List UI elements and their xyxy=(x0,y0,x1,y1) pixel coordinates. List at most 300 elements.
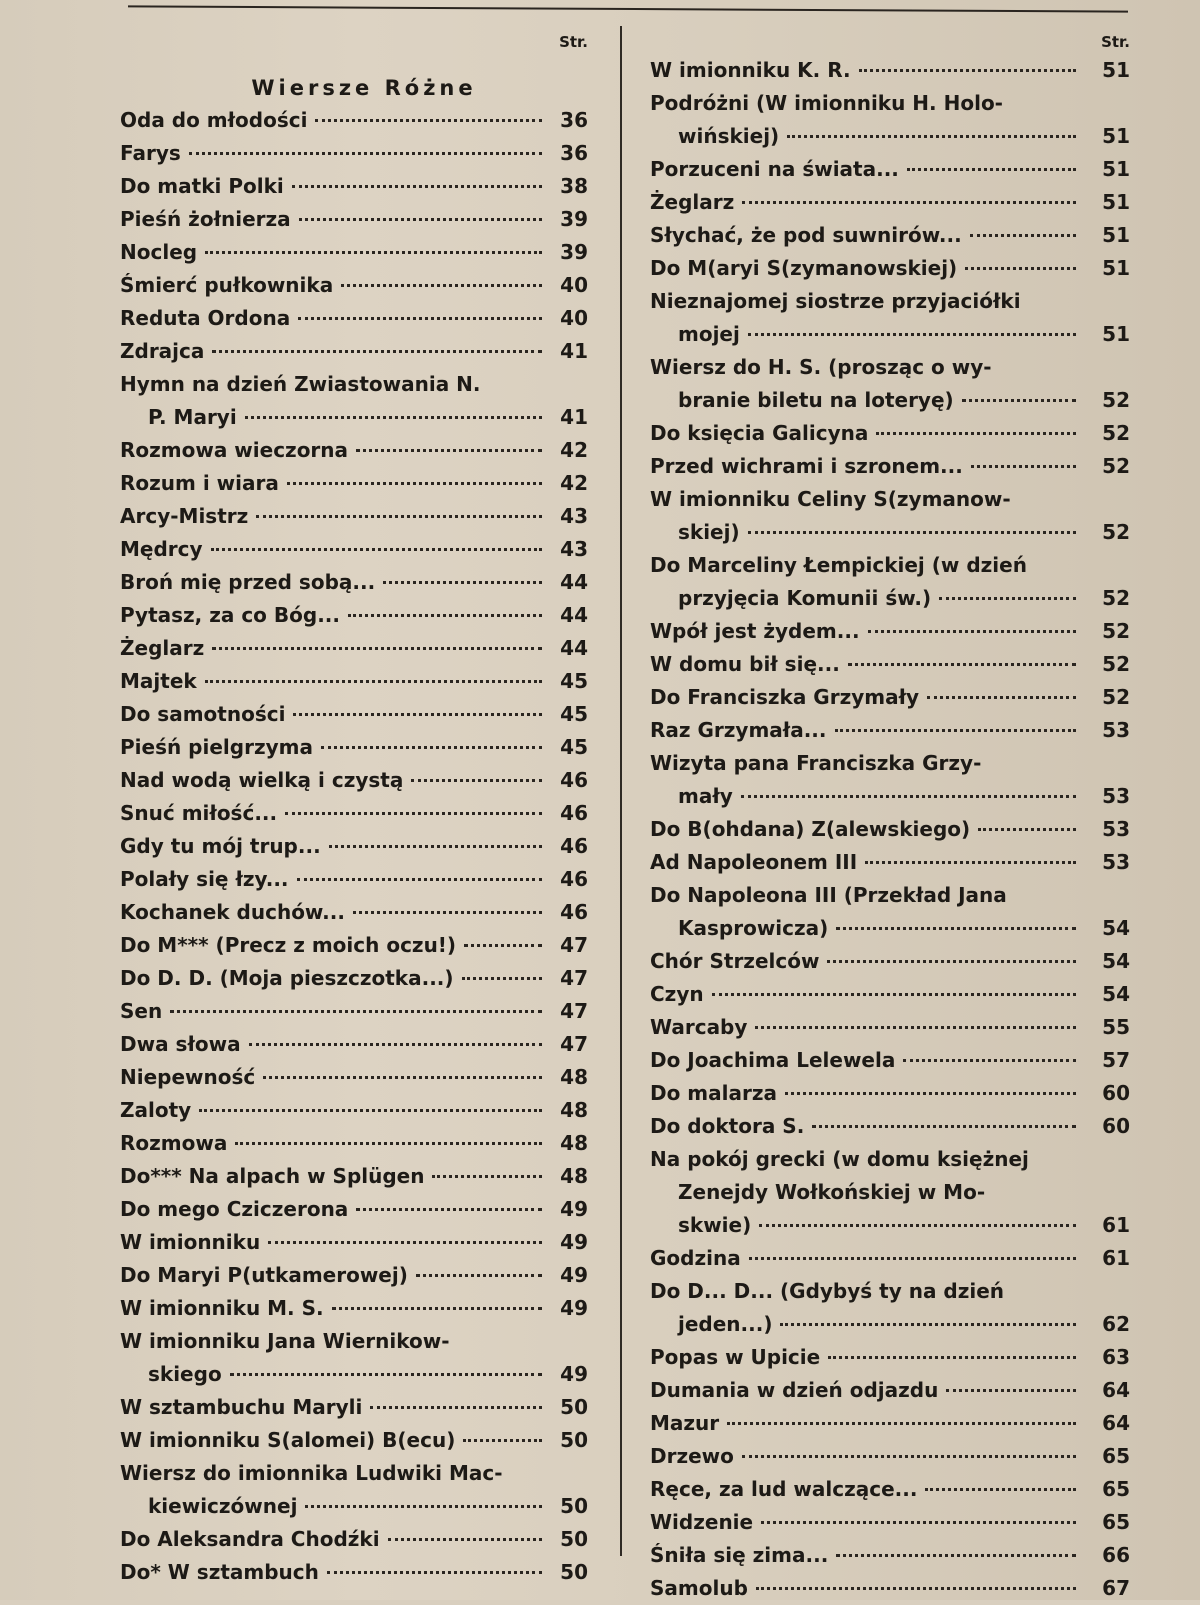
dot-leader xyxy=(341,284,542,287)
entry-page-number: 44 xyxy=(560,570,588,594)
toc-entry xyxy=(80,1094,588,1127)
toc-entry-line xyxy=(650,252,1130,285)
entry-title: Arcy-Mistrz xyxy=(120,504,249,528)
entry-title: Do M*** (Precz z moich oczu!) xyxy=(120,933,457,957)
toc-entry-line xyxy=(650,978,1130,1011)
toc-entry xyxy=(628,978,1130,1011)
toc-entry xyxy=(80,1391,588,1424)
entry-page-number: 60 xyxy=(1102,1081,1130,1105)
entry-title: Do Marceliny Łempickiej (w dzień xyxy=(650,553,1027,577)
dot-leader xyxy=(249,1043,542,1046)
toc-entry xyxy=(628,1242,1130,1275)
toc-entry xyxy=(628,186,1130,219)
dot-leader xyxy=(293,713,542,716)
entry-title: Śmierć pułkownika xyxy=(120,273,334,297)
dot-leader xyxy=(927,696,1076,699)
entry-title: Zaloty xyxy=(120,1098,192,1122)
entry-page-number: 52 xyxy=(1102,652,1130,676)
entry-page-number: 40 xyxy=(560,306,588,330)
toc-entry-line xyxy=(120,1028,588,1061)
entry-page-number: 47 xyxy=(560,999,588,1023)
toc-entry xyxy=(80,434,588,467)
entry-page-number: 53 xyxy=(1102,850,1130,874)
entry-page-number: 62 xyxy=(1102,1312,1130,1336)
dot-leader xyxy=(742,201,1076,204)
toc-entry xyxy=(628,252,1130,285)
entry-title: kiewiczównej xyxy=(148,1494,298,1518)
entry-page-number: 39 xyxy=(560,240,588,264)
dot-leader xyxy=(907,168,1076,171)
entry-title: Zenejdy Wołkońskiej w Mo- xyxy=(678,1180,986,1204)
entry-title: Chór Strzelców xyxy=(650,949,820,973)
dot-leader xyxy=(463,1439,542,1442)
entry-page-number: 47 xyxy=(560,966,588,990)
entry-title: P. Maryi xyxy=(148,405,237,429)
toc-entry-line xyxy=(120,335,588,368)
toc-entry xyxy=(628,615,1130,648)
toc-entry-line xyxy=(120,1325,588,1358)
entry-page-number: 49 xyxy=(560,1230,588,1254)
toc-entry xyxy=(80,203,588,236)
dot-leader xyxy=(749,1257,1076,1260)
entry-page-number: 49 xyxy=(560,1362,588,1386)
entry-title: Do doktora S. xyxy=(650,1114,805,1138)
entry-title: Żeglarz xyxy=(650,190,735,214)
dot-leader xyxy=(353,911,542,914)
dot-leader xyxy=(268,1241,542,1244)
toc-entry-line xyxy=(120,797,588,830)
entry-title: Farys xyxy=(120,141,181,165)
entry-page-number: 47 xyxy=(560,933,588,957)
entry-title: Majtek xyxy=(120,669,197,693)
toc-entry xyxy=(80,269,588,302)
toc-entry xyxy=(80,533,588,566)
dot-leader xyxy=(411,779,542,782)
dot-leader xyxy=(748,333,1076,336)
dot-leader xyxy=(332,1307,542,1310)
dot-leader xyxy=(741,795,1076,798)
toc-entry xyxy=(80,929,588,962)
dot-leader xyxy=(868,630,1076,633)
entry-title: Nieznajomej siostrze przyjaciółki xyxy=(650,289,1021,313)
toc-entry-line xyxy=(650,285,1130,318)
entry-page-number: 48 xyxy=(560,1098,588,1122)
entry-page-number: 50 xyxy=(560,1428,588,1452)
entry-title: Słychać, że pod suwnirów... xyxy=(650,223,962,247)
entry-page-number: 49 xyxy=(560,1296,588,1320)
toc-entry xyxy=(80,302,588,335)
entry-page-number: 40 xyxy=(560,273,588,297)
toc-entry-line xyxy=(120,929,588,962)
toc-entry-line xyxy=(120,269,588,302)
entry-page-number: 38 xyxy=(560,174,588,198)
entry-page-number: 52 xyxy=(1102,685,1130,709)
entry-page-number: 63 xyxy=(1102,1345,1130,1369)
entry-title: skwie) xyxy=(678,1213,752,1237)
entry-title: Żeglarz xyxy=(120,636,205,660)
entry-title: Do*** Na alpach w Splügen xyxy=(120,1164,425,1188)
dot-leader xyxy=(299,218,542,221)
toc-entry-line xyxy=(650,1044,1130,1077)
entry-page-number: 64 xyxy=(1102,1411,1130,1435)
entry-page-number: 52 xyxy=(1102,520,1130,544)
toc-entry xyxy=(628,945,1130,978)
entry-title: skiego xyxy=(148,1362,222,1386)
entry-page-number: 46 xyxy=(560,768,588,792)
dot-leader xyxy=(263,1076,542,1079)
dot-leader xyxy=(189,152,542,155)
entry-title: Popas w Upicie xyxy=(650,1345,821,1369)
toc-entry-line xyxy=(120,170,588,203)
top-rule xyxy=(128,5,1128,12)
dot-leader xyxy=(748,531,1076,534)
dot-leader xyxy=(978,828,1076,831)
entry-page-number: 45 xyxy=(560,669,588,693)
entry-title: W imionniku Celiny S(zymanow- xyxy=(650,487,1011,511)
entry-page-number: 64 xyxy=(1102,1378,1130,1402)
toc-entry xyxy=(80,1226,588,1259)
dot-leader xyxy=(298,317,542,320)
toc-entry xyxy=(628,153,1130,186)
entry-title: Do B(ohdana) Z(alewskiego) xyxy=(650,817,971,841)
toc-entry xyxy=(80,764,588,797)
toc-entry xyxy=(628,417,1130,450)
toc-entry xyxy=(80,1160,588,1193)
entry-page-number: 53 xyxy=(1102,817,1130,841)
entry-page-number: 48 xyxy=(560,1131,588,1155)
entry-page-number: 47 xyxy=(560,1032,588,1056)
entry-page-number: 49 xyxy=(560,1197,588,1221)
toc-entry-line xyxy=(120,1490,588,1523)
entry-title: przyjęcia Komunii św.) xyxy=(678,586,932,610)
entry-page-number: 45 xyxy=(560,702,588,726)
toc-entry xyxy=(628,54,1130,87)
page-number-header: Str. xyxy=(1101,33,1130,51)
dot-leader xyxy=(835,729,1076,732)
toc-entry-line xyxy=(650,1176,1130,1209)
toc-entry-line xyxy=(650,120,1130,153)
entry-page-number: 44 xyxy=(560,636,588,660)
dot-leader xyxy=(212,350,542,353)
dot-leader xyxy=(865,861,1076,864)
toc-entry xyxy=(80,335,588,368)
entry-title: Do matki Polki xyxy=(120,174,284,198)
toc-entry xyxy=(80,368,588,434)
dot-leader xyxy=(315,119,542,122)
entry-page-number: 50 xyxy=(560,1494,588,1518)
entry-title: Wiersz do imionnika Ludwiki Mac- xyxy=(120,1461,503,1485)
toc-entry-line xyxy=(120,731,588,764)
entry-title: Nad wodą wielką i czystą xyxy=(120,768,404,792)
entry-title: W imionniku K. R. xyxy=(650,58,851,82)
entry-title: Wizyta pana Franciszka Grzy- xyxy=(650,751,982,775)
entry-title: Do D. D. (Moja pieszczotka...) xyxy=(120,966,454,990)
entry-title: skiej) xyxy=(678,520,740,544)
entry-title: Reduta Ordona xyxy=(120,306,291,330)
dot-leader xyxy=(939,597,1076,600)
entry-title: Pieśń pielgrzyma xyxy=(120,735,313,759)
dot-leader xyxy=(727,1422,1076,1425)
entry-title: Snuć miłość... xyxy=(120,801,278,825)
dot-leader xyxy=(205,680,542,683)
entry-title: W imionniku M. S. xyxy=(120,1296,324,1320)
toc-entry xyxy=(628,285,1130,351)
toc-entry xyxy=(628,1341,1130,1374)
toc-entry-line xyxy=(650,846,1130,879)
entry-title: Oda do młodości xyxy=(120,108,308,132)
entry-title: W imionniku Jana Wiernikow- xyxy=(120,1329,450,1353)
entry-page-number: 61 xyxy=(1102,1246,1130,1270)
entry-title: Przed wichrami i szronem... xyxy=(650,454,963,478)
entry-title: Do M(aryi S(zymanowskiej) xyxy=(650,256,958,280)
dot-leader xyxy=(356,449,542,452)
toc-entry xyxy=(628,1077,1130,1110)
entry-title: Zdrajca xyxy=(120,339,205,363)
entry-page-number: 54 xyxy=(1102,982,1130,1006)
toc-entry-line xyxy=(120,863,588,896)
entry-title: Na pokój grecki (w domu księżnej xyxy=(650,1147,1029,1171)
toc-entry xyxy=(628,1440,1130,1473)
entry-title: Rozum i wiara xyxy=(120,471,279,495)
toc-entry xyxy=(80,896,588,929)
dot-leader xyxy=(285,812,542,815)
dot-leader xyxy=(859,69,1076,72)
toc-entry-line xyxy=(120,1094,588,1127)
toc-entry xyxy=(80,830,588,863)
toc-entry-line xyxy=(650,912,1130,945)
dot-leader xyxy=(787,135,1076,138)
toc-entry-line xyxy=(650,153,1130,186)
entry-title: Śniła się zima... xyxy=(650,1543,829,1567)
entry-page-number: 66 xyxy=(1102,1543,1130,1567)
entry-title: Do* W sztambuch xyxy=(120,1560,319,1584)
toc-entry xyxy=(628,1275,1130,1341)
entry-title: Do Napoleona III (Przekład Jana xyxy=(650,883,1007,907)
toc-entry-line xyxy=(120,962,588,995)
toc-entry xyxy=(628,87,1130,153)
toc-entry xyxy=(80,1556,588,1589)
toc-entry xyxy=(628,483,1130,549)
dot-leader xyxy=(245,416,542,419)
dot-leader xyxy=(432,1175,542,1178)
entry-title: Drzewo xyxy=(650,1444,734,1468)
entry-page-number: 52 xyxy=(1102,454,1130,478)
toc-entry-line xyxy=(120,1226,588,1259)
toc-entry-line xyxy=(120,1292,588,1325)
left-column xyxy=(80,30,588,1589)
toc-entry-line xyxy=(650,615,1130,648)
toc-entry-line xyxy=(650,681,1130,714)
toc-entry xyxy=(80,104,588,137)
entry-page-number: 36 xyxy=(560,141,588,165)
toc-entry xyxy=(628,1572,1130,1605)
dot-leader xyxy=(211,548,542,551)
entry-title: Dumania w dzień odjazdu xyxy=(650,1378,939,1402)
toc-entry xyxy=(628,714,1130,747)
entry-page-number: 41 xyxy=(560,405,588,429)
toc-entry xyxy=(80,698,588,731)
entry-page-number: 54 xyxy=(1102,949,1130,973)
entry-page-number: 48 xyxy=(560,1065,588,1089)
toc-entry xyxy=(80,1292,588,1325)
entry-page-number: 44 xyxy=(560,603,588,627)
toc-entry-line xyxy=(650,318,1130,351)
toc-entry-line xyxy=(120,1127,588,1160)
dot-leader xyxy=(761,1521,1076,1524)
toc-entry-line xyxy=(650,1572,1130,1605)
entry-title: Wiersz do H. S. (prosząc o wy- xyxy=(650,355,992,379)
dot-leader xyxy=(305,1505,542,1508)
dot-leader xyxy=(370,1406,542,1409)
entry-page-number: 51 xyxy=(1102,58,1130,82)
entry-page-number: 52 xyxy=(1102,586,1130,610)
toc-entry-line xyxy=(120,434,588,467)
toc-entry xyxy=(628,1407,1130,1440)
entry-page-number: 60 xyxy=(1102,1114,1130,1138)
entry-page-number: 65 xyxy=(1102,1477,1130,1501)
toc-entry xyxy=(80,599,588,632)
toc-entry-line xyxy=(650,516,1130,549)
entry-title: Rozmowa wieczorna xyxy=(120,438,349,462)
toc-entry xyxy=(80,1523,588,1556)
toc-entry-line xyxy=(120,1061,588,1094)
entry-page-number: 50 xyxy=(560,1560,588,1584)
entry-page-number: 46 xyxy=(560,900,588,924)
dot-leader xyxy=(297,878,542,881)
toc-entry xyxy=(80,467,588,500)
entry-title: Do Franciszka Grzymały xyxy=(650,685,920,709)
toc-entry xyxy=(80,236,588,269)
entry-page-number: 46 xyxy=(560,867,588,891)
toc-entry-line xyxy=(120,533,588,566)
toc-entry xyxy=(628,1506,1130,1539)
entry-page-number: 52 xyxy=(1102,619,1130,643)
toc-entry xyxy=(628,549,1130,615)
toc-entry xyxy=(80,863,588,896)
entry-page-number: 46 xyxy=(560,801,588,825)
toc-entry-line xyxy=(650,1407,1130,1440)
dot-leader xyxy=(712,993,1076,996)
toc-entry-line xyxy=(650,1539,1130,1572)
entry-page-number: 36 xyxy=(560,108,588,132)
entry-page-number: 61 xyxy=(1102,1213,1130,1237)
toc-entry xyxy=(628,1374,1130,1407)
section-title: Wiersze Różne xyxy=(251,76,477,100)
toc-entry-line xyxy=(650,384,1130,417)
entry-page-number: 50 xyxy=(560,1395,588,1419)
dot-leader xyxy=(292,185,542,188)
toc-list-right xyxy=(628,54,1130,1605)
entry-title: jeden...) xyxy=(678,1312,773,1336)
toc-entry-line xyxy=(650,1374,1130,1407)
toc-entry-line xyxy=(120,1523,588,1556)
toc-entry-line xyxy=(120,896,588,929)
toc-entry-line xyxy=(120,368,588,401)
toc-entry xyxy=(80,1457,588,1523)
entry-page-number: 48 xyxy=(560,1164,588,1188)
toc-entry-line xyxy=(120,1556,588,1589)
entry-title: Kochanek duchów... xyxy=(120,900,345,924)
entry-title: W imionniku xyxy=(120,1230,261,1254)
toc-entry-line xyxy=(650,417,1130,450)
toc-entry-line xyxy=(650,1209,1130,1242)
entry-title: Do mego Cziczerona xyxy=(120,1197,349,1221)
entry-title: W imionniku S(alomei) B(ecu) xyxy=(120,1428,456,1452)
entry-page-number: 51 xyxy=(1102,157,1130,181)
toc-entry-line xyxy=(650,1242,1130,1275)
dot-leader xyxy=(848,663,1076,666)
toc-entry xyxy=(80,137,588,170)
dot-leader xyxy=(965,267,1076,270)
dot-leader xyxy=(836,1554,1076,1557)
toc-entry xyxy=(628,648,1130,681)
entry-page-number: 53 xyxy=(1102,718,1130,742)
toc-entry-line xyxy=(120,1259,588,1292)
toc-entry-line xyxy=(650,780,1130,813)
entry-title: Polały się łzy... xyxy=(120,867,289,891)
toc-entry-line xyxy=(120,1457,588,1490)
dot-leader xyxy=(256,515,542,518)
dot-leader xyxy=(348,614,542,617)
entry-title: Podróżni (W imionniku H. Holo- xyxy=(650,91,1003,115)
entry-page-number: 50 xyxy=(560,1527,588,1551)
toc-entry-line xyxy=(120,137,588,170)
entry-page-number: 42 xyxy=(560,471,588,495)
toc-entry xyxy=(628,1143,1130,1242)
entry-title: Ad Napoleonem III xyxy=(650,850,858,874)
toc-entry-line xyxy=(120,830,588,863)
dot-leader xyxy=(327,1571,542,1574)
entry-page-number: 55 xyxy=(1102,1015,1130,1039)
dot-leader xyxy=(205,251,542,254)
toc-entry xyxy=(628,879,1130,945)
dot-leader xyxy=(785,1092,1076,1095)
dot-leader xyxy=(235,1142,542,1145)
toc-entry xyxy=(80,962,588,995)
entry-page-number: 52 xyxy=(1102,388,1130,412)
entry-title: Do malarza xyxy=(650,1081,777,1105)
entry-title: Samolub xyxy=(650,1576,748,1600)
toc-entry-line xyxy=(650,714,1130,747)
entry-page-number: 65 xyxy=(1102,1444,1130,1468)
toc-entry-line xyxy=(120,1391,588,1424)
toc-entry-line xyxy=(120,302,588,335)
entry-title: Do samotności xyxy=(120,702,286,726)
toc-entry xyxy=(628,1011,1130,1044)
dot-leader xyxy=(170,1010,542,1013)
entry-title: Porzuceni na świata... xyxy=(650,157,899,181)
toc-entry-line xyxy=(120,1424,588,1457)
dot-leader xyxy=(416,1274,542,1277)
toc-entry xyxy=(80,1061,588,1094)
toc-entry-line xyxy=(120,236,588,269)
entry-title: Do D... D... (Gdybyś ty na dzień xyxy=(650,1279,1005,1303)
dot-leader xyxy=(925,1488,1076,1491)
dot-leader xyxy=(780,1323,1076,1326)
entry-page-number: 52 xyxy=(1102,421,1130,445)
entry-title: Sen xyxy=(120,999,163,1023)
entry-title: Niepewność xyxy=(120,1065,256,1089)
dot-leader xyxy=(759,1224,1076,1227)
toc-entry-line xyxy=(650,747,1130,780)
toc-entry-line xyxy=(650,1308,1130,1341)
entry-page-number: 46 xyxy=(560,834,588,858)
toc-entry-line xyxy=(120,203,588,236)
toc-entry xyxy=(628,681,1130,714)
entry-page-number: 67 xyxy=(1102,1576,1130,1600)
entry-title: Mędrcy xyxy=(120,537,203,561)
dot-leader xyxy=(828,1356,1076,1359)
